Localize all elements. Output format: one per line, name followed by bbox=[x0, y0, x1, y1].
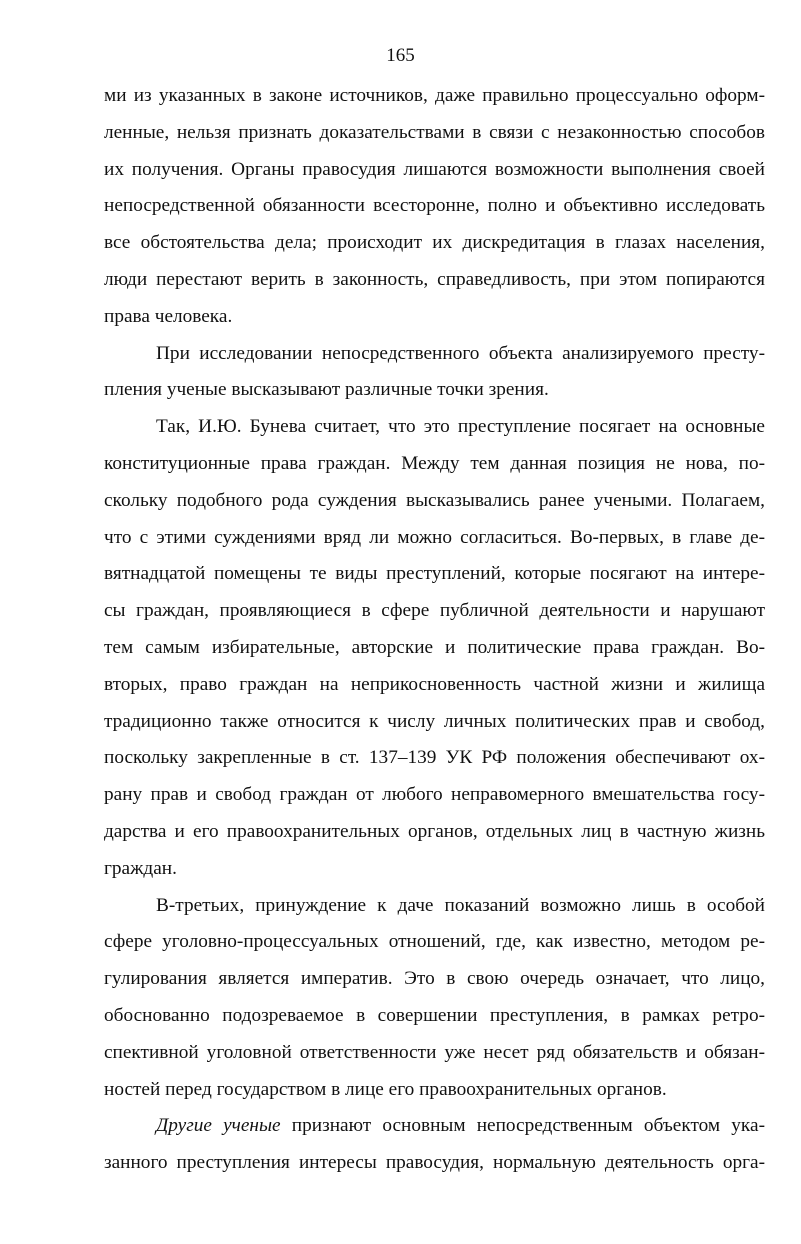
text-line: дарства и его правоохранительных органов, отдельных лиц в частную жизнь bbox=[104, 820, 765, 842]
body-text bbox=[104, 78, 765, 1182]
text-line: занного преступления интересы правосудия, нормальную деятельность орга- bbox=[104, 1152, 765, 1174]
text-line: гулирования является императив. Это в свою очередь означает, что лицо, bbox=[104, 968, 765, 990]
text-line: граждан. bbox=[104, 857, 177, 879]
text-line: поскольку закрепленные в ст. 137–139 УК РФ положения обеспечивают ох- bbox=[104, 747, 765, 769]
text-line: При исследовании непосредственного объекта анализируемого престу- bbox=[156, 342, 765, 364]
text-line: их получения. Органы правосудия лишаются возможности выполнения своей bbox=[104, 158, 765, 180]
text-line: спективной уголовной ответственности уже несет ряд обязательств и обязан- bbox=[104, 1041, 765, 1063]
text-line: Так, И.Ю. Бунева считает, что это преступление посягает на основные bbox=[156, 416, 765, 438]
text-line: сы граждан, проявляющиеся в сфере публичной деятельности и нарушают bbox=[104, 600, 765, 622]
text-line: тем самым избирательные, авторские и политические права граждан. Во- bbox=[104, 636, 765, 658]
text-line: непосредственной обязанности всесторонне, полно и объективно исследовать bbox=[104, 195, 765, 217]
text-line: конституционные права граждан. Между тем данная позиция не нова, по- bbox=[104, 452, 765, 474]
text-line: В-третьих, принуждение к даче показаний возможно лишь в особой bbox=[156, 894, 765, 916]
text-line-rest: признают основным непосредственным объектом ука- bbox=[291, 1115, 765, 1137]
text-line: сфере уголовно-процессуальных отношений, где, как известно, методом ре- bbox=[104, 931, 765, 953]
text-line: права человека. bbox=[104, 305, 233, 327]
italic-lead: Другие ученые bbox=[156, 1115, 281, 1137]
text-line: обоснованно подозреваемое в совершении преступления, в рамках ретро- bbox=[104, 1004, 765, 1026]
text-line: вторых, право граждан на неприкосновенность частной жизни и жилища bbox=[104, 673, 765, 695]
text-line: ми из указанных в законе источников, даже правильно процессуально оформ- bbox=[104, 85, 765, 106]
text-line: что с этими суждениями вряд ли можно согласиться. Во-первых, в главе де- bbox=[104, 526, 765, 548]
text-line: пления ученые высказывают различные точки зрения. bbox=[104, 379, 549, 401]
text-line: рану прав и свобод граждан от любого неправомерного вмешательства госу- bbox=[104, 784, 765, 806]
text-line: скольку подобного рода суждения высказывались ранее учеными. Полагаем, bbox=[104, 489, 765, 511]
text-line: ленные, нельзя признать доказательствами в связи с незаконностью способов bbox=[104, 121, 765, 143]
text-line: все обстоятельства дела; происходит их дискредитация в глазах населения, bbox=[104, 232, 765, 254]
text-line: традиционно также относится к числу личных политических прав и свобод, bbox=[104, 710, 765, 732]
text-line: ностей перед государством в лице его правоохранительных органов. bbox=[104, 1078, 667, 1100]
text-line: люди перестают верить в законность, справедливость, при этом попираются bbox=[104, 268, 765, 290]
text-line-with-italic-lead bbox=[104, 1108, 765, 1145]
page-number: 165 bbox=[386, 45, 415, 66]
text-line: вятнадцатой помещены те виды преступлений, которые посягают на интере- bbox=[104, 563, 765, 585]
